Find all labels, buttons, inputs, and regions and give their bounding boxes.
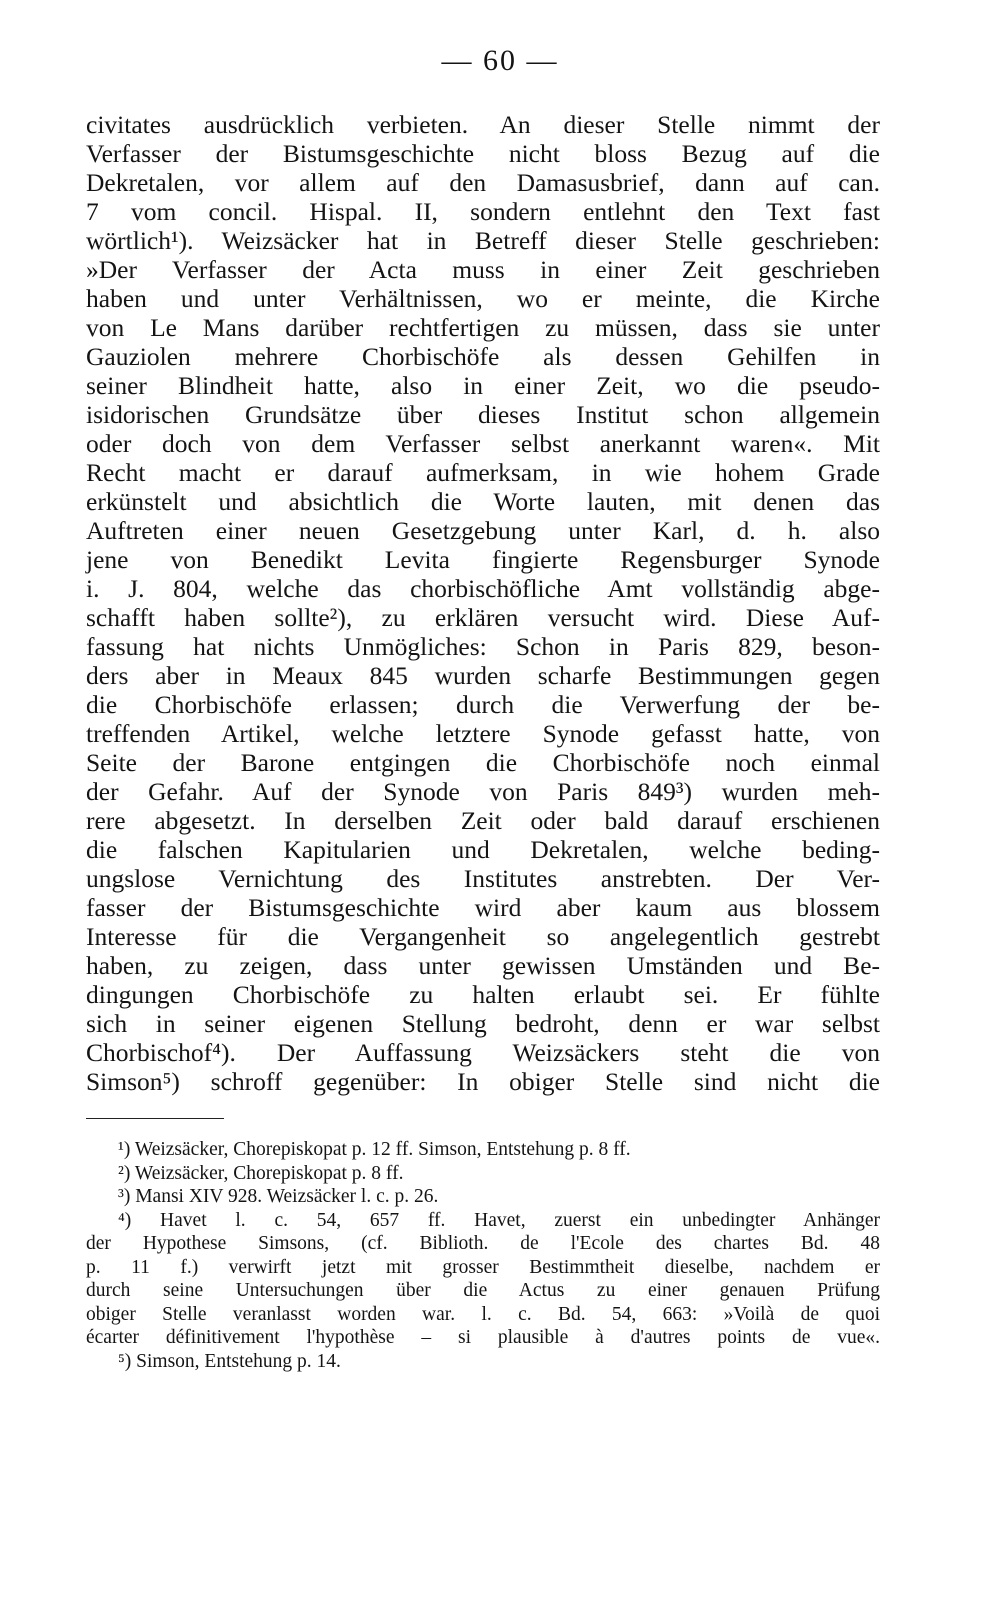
footnote-4-line: der Hypothese Simsons, (cf. Biblioth. de l'Ecole des chartes Bd. 48 xyxy=(86,1233,880,1254)
text-line: sich in seiner eigenen Stellung bedroht, denn er war selbst xyxy=(86,1009,880,1038)
text-line: Interesse für die Vergangenheit so angelegentlich gestrebt xyxy=(86,922,880,951)
text-line: die falschen Kapitularien und Dekretalen, welche beding- xyxy=(86,835,880,864)
text-line: civitates ausdrücklich verbieten. An dieser Stelle nimmt der xyxy=(86,110,880,139)
text-line: treffenden Artikel, welche letztere Synode gefasst hatte, von xyxy=(86,719,880,748)
text-line: fassung hat nichts Unmögliches: Schon in Paris 829, beson- xyxy=(86,632,880,661)
text-line: haben und unter Verhältnissen, wo er meinte, die Kirche xyxy=(86,284,880,313)
footnote-2: ²) Weizsäcker, Chorepiskopat p. 8 ff. xyxy=(118,1162,404,1184)
text-line: Auftreten einer neuen Gesetzgebung unter Karl, d. h. also xyxy=(86,516,880,545)
text-line: isidorischen Grundsätze über dieses Institut schon allgemein xyxy=(86,400,880,429)
text-line: schafft haben sollte²), zu erklären versucht wird. Diese Auf- xyxy=(86,603,880,632)
footnote-3: ³) Mansi XIV 928. Weizsäcker l. c. p. 26. xyxy=(118,1186,439,1207)
text-line: die Chorbischöfe erlassen; durch die Verwerfung der be- xyxy=(86,690,880,719)
text-line: seiner Blindheit hatte, also in einer Zeit, wo die pseudo- xyxy=(86,371,880,400)
text-line: rere abgesetzt. In derselben Zeit oder bald darauf erschienen xyxy=(86,806,880,835)
text-line: »Der Verfasser der Acta muss in einer Zeit geschrieben xyxy=(86,255,880,284)
text-line: oder doch von dem Verfasser selbst anerkannt waren«. Mit xyxy=(86,429,880,458)
text-line: Simson⁵) schroff gegenüber: In obiger Stelle sind nicht die xyxy=(86,1067,880,1096)
text-line: fasser der Bistumsgeschichte wird aber kaum aus blossem xyxy=(86,893,880,922)
footnote-4-line: p. 11 f.) verwirft jetzt mit grosser Bestimmtheit dieselbe, nachdem er xyxy=(86,1256,880,1278)
text-line: Verfasser der Bistumsgeschichte nicht bloss Bezug auf die xyxy=(86,139,880,168)
text-line: ders aber in Meaux 845 wurden scharfe Bestimmungen gegen xyxy=(86,661,880,690)
text-line: Chorbischof⁴). Der Auffassung Weizsäckers steht die von xyxy=(86,1038,880,1067)
footnote-4-line: écarter définitivement l'hypothèse – si plausible à d'autres points de vue«. xyxy=(86,1327,880,1348)
text-line: Gauziolen mehrere Chorbischöfe als dessen Gehilfen in xyxy=(86,342,880,371)
page-number: — 60 — xyxy=(441,44,559,77)
text-line: dingungen Chorbischöfe zu halten erlaubt sei. Er fühlte xyxy=(86,980,880,1009)
text-line: ungslose Vernichtung des Institutes anstrebten. Der Ver- xyxy=(86,864,880,893)
text-line: wörtlich¹). Weizsäcker hat in Betreff dieser Stelle geschrieben: xyxy=(86,226,880,255)
text-line: Recht macht er darauf aufmerksam, in wie hohem Grade xyxy=(86,458,880,487)
text-line: 7 vom concil. Hispal. II, sondern entlehnt den Text fast xyxy=(86,197,880,226)
footnote-1: ¹) Weizsäcker, Chorepiskopat p. 12 ff. Simson, Entstehung p. 8 ff. xyxy=(118,1139,631,1160)
text-line: der Gefahr. Auf der Synode von Paris 849³) wurden meh- xyxy=(86,777,880,806)
footnote-divider xyxy=(86,1118,224,1119)
main-text xyxy=(86,110,880,1096)
text-line: Seite der Barone entgingen die Chorbischöfe noch einmal xyxy=(86,748,880,777)
footnote-4-line: obiger Stelle veranlasst worden war. l. c. Bd. 54, 663: »Voilà de quoi xyxy=(86,1303,880,1325)
text-line: erkünstelt und absichtlich die Worte lauten, mit denen das xyxy=(86,487,880,516)
text-line: haben, zu zeigen, dass unter gewissen Umständen und Be- xyxy=(86,951,880,980)
text-line: Dekretalen, vor allem auf den Damasusbrief, dann auf can. xyxy=(86,168,880,197)
footnote-4-line: durch seine Untersuchungen über die Actus zu einer genauen Prüfung xyxy=(86,1280,880,1301)
text-line: jene von Benedikt Levita fingierte Regensburger Synode xyxy=(86,545,880,574)
text-line: i. J. 804, welche das chorbischöfliche Amt vollständig abge- xyxy=(86,574,880,603)
footnote-5: ⁵) Simson, Entstehung p. 14. xyxy=(118,1350,341,1372)
footnote-4-line: ⁴) Havet l. c. 54, 657 ff. Havet, zuerst ein unbedingter Anhänger xyxy=(118,1209,880,1231)
footnotes xyxy=(86,1138,880,1373)
text-line: von Le Mans darüber rechtfertigen zu müssen, dass sie unter xyxy=(86,313,880,342)
